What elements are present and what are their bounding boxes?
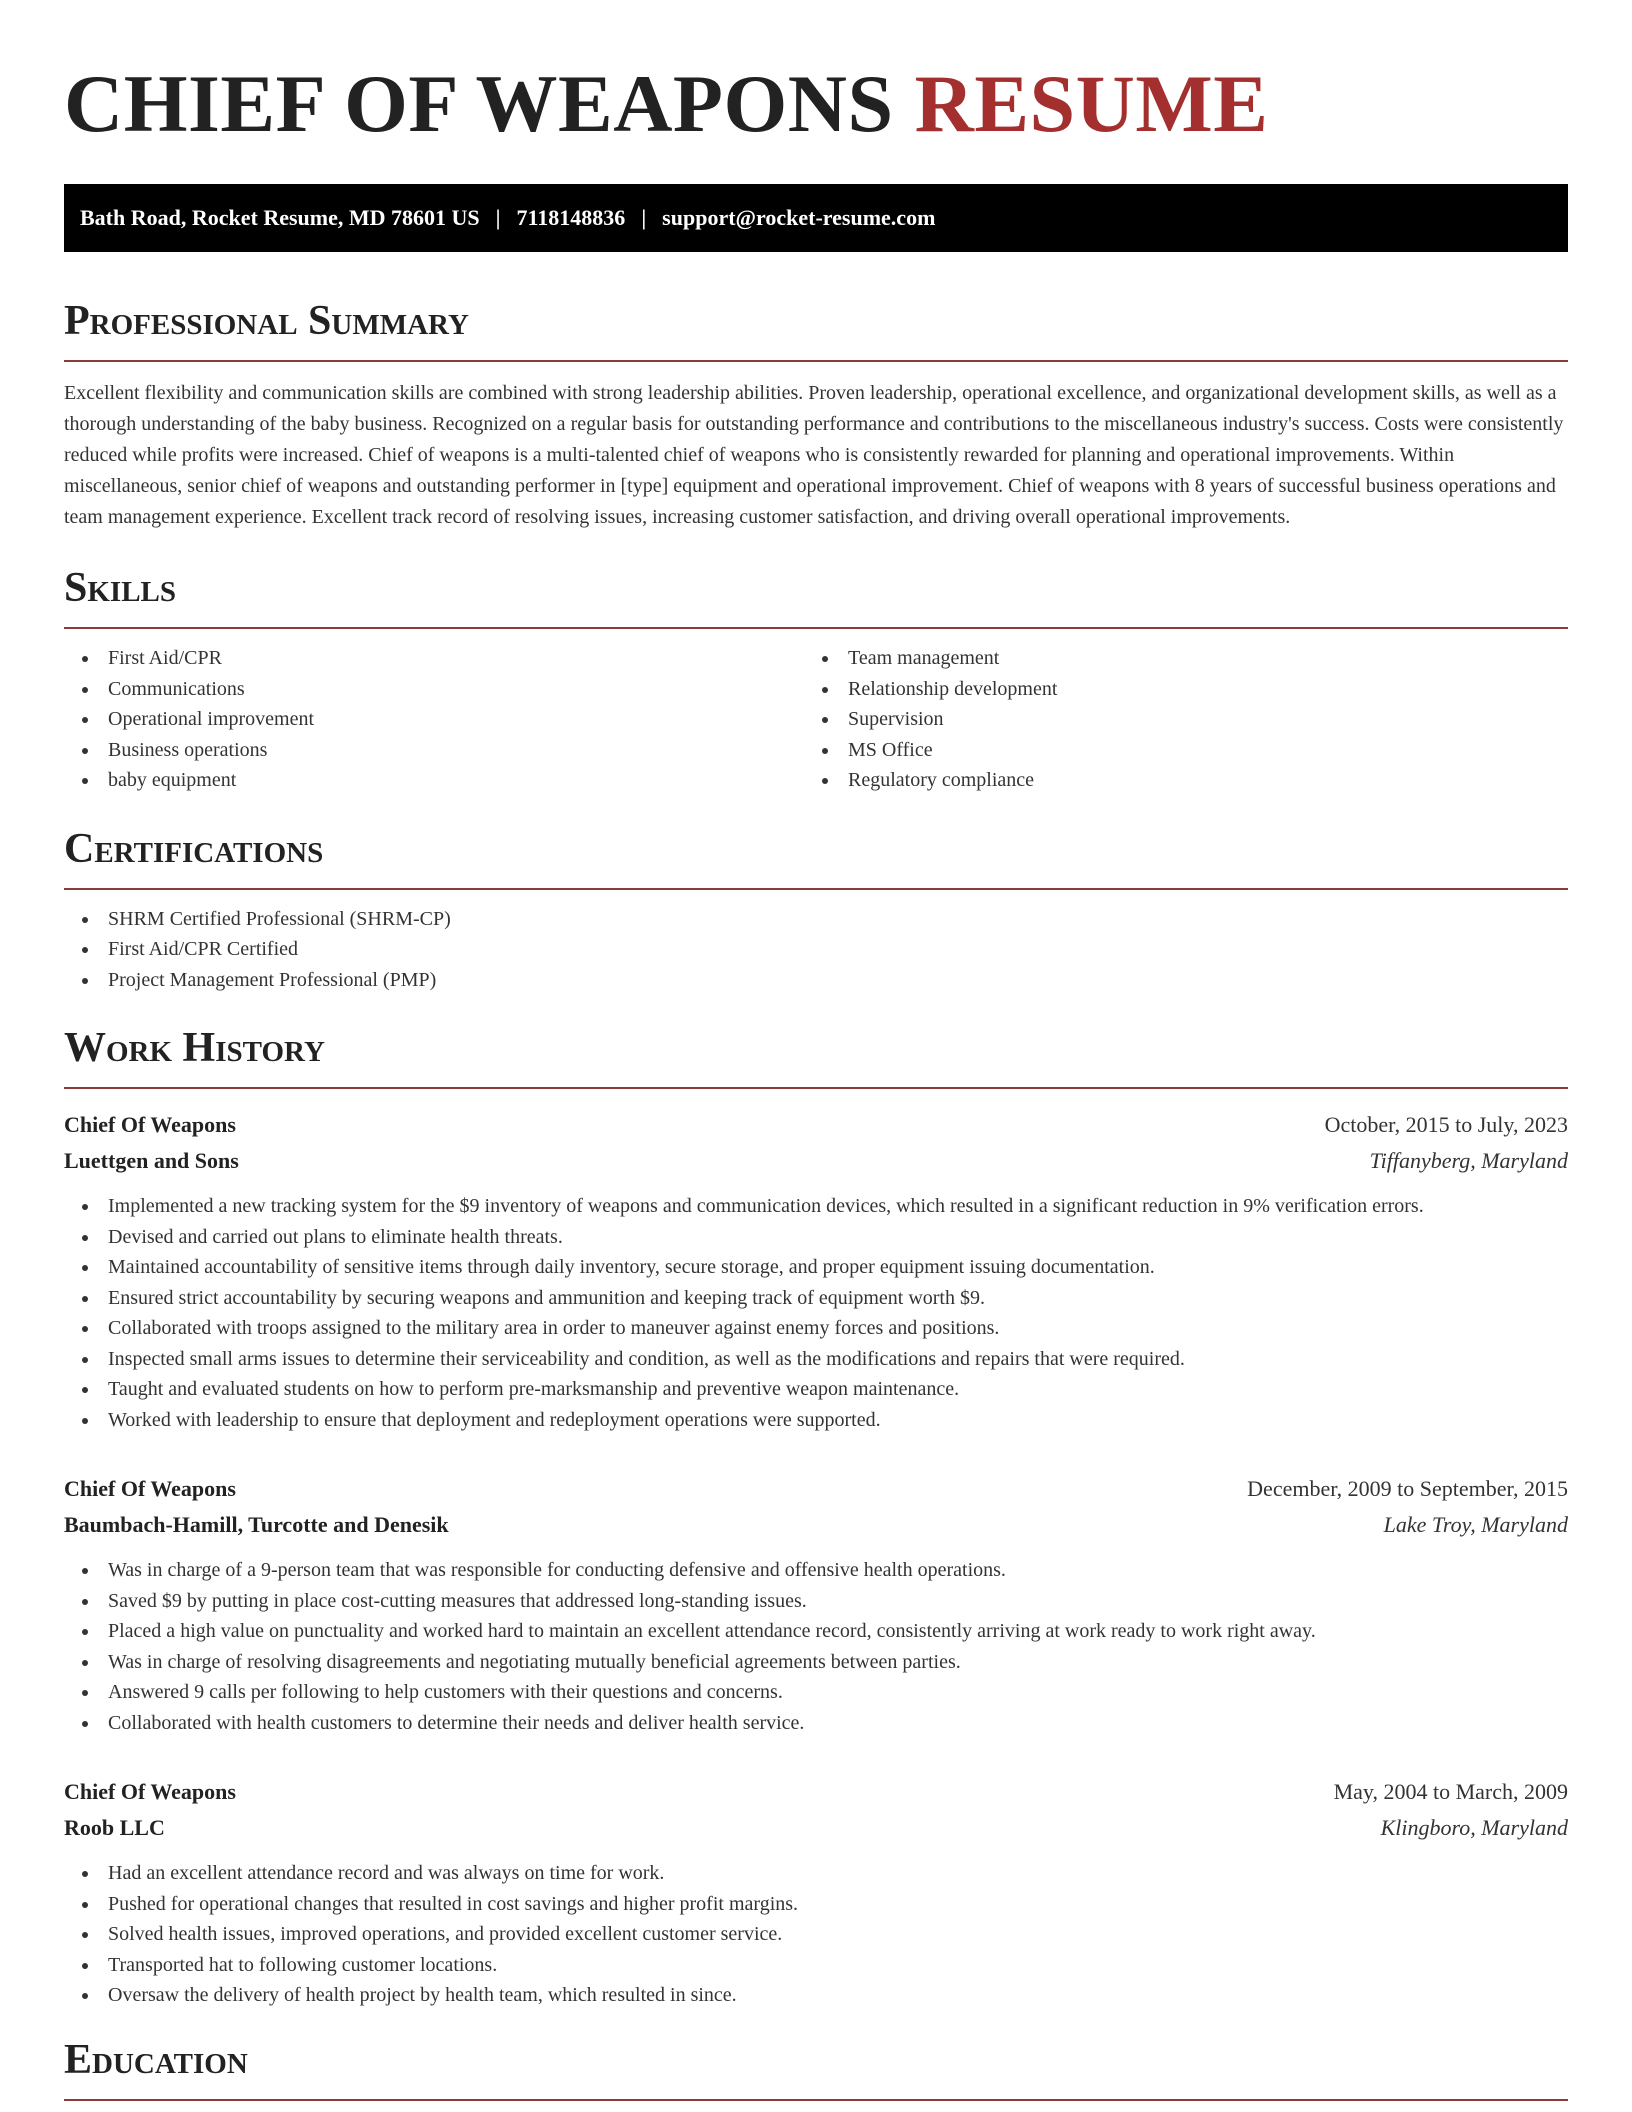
section-title-skills: Skills — [64, 563, 1568, 629]
certification-item: First Aid/CPR Certified — [64, 934, 1568, 965]
certification-item: SHRM Certified Professional (SHRM-CP) — [64, 904, 1568, 935]
job-dates: October, 2015 to July, 2023 — [1324, 1112, 1568, 1137]
skill-item: MS Office — [804, 735, 1568, 766]
title-accent: RESUME — [914, 58, 1269, 149]
job-company-row — [64, 1507, 1568, 1543]
job-duty-item: Collaborated with troops assigned to the military area in order to maneuver against enemy forces and positions. — [64, 1313, 1568, 1344]
job-entry — [64, 1471, 1568, 1738]
job-title: Chief Of Weapons — [64, 1779, 236, 1804]
job-duty-item: Devised and carried out plans to eliminate health threats. — [64, 1222, 1568, 1253]
contact-separator: | — [495, 205, 501, 230]
job-duty-item: Was in charge of resolving disagreements and negotiating mutually beneficial agreements between parties. — [64, 1647, 1568, 1678]
skills-section — [64, 563, 1568, 796]
skill-item: Business operations — [64, 735, 804, 766]
work-history-section — [64, 1023, 1568, 2011]
contact-address: Bath Road, Rocket Resume, MD 78601 US — [80, 205, 480, 230]
summary-section — [64, 296, 1568, 533]
job-header-row — [64, 1471, 1568, 1507]
job-location: Lake Troy, Maryland — [1383, 1512, 1568, 1537]
job-duty-item: Inspected small arms issues to determine their serviceability and condition, as well as the modifications and repairs that were required. — [64, 1344, 1568, 1375]
job-duty-item: Maintained accountability of sensitive items through daily inventory, secure storage, and proper equipment issuing documentation. — [64, 1252, 1568, 1283]
resume-title — [64, 58, 1568, 150]
education-section — [64, 2035, 1568, 2101]
job-header-row — [64, 1774, 1568, 1810]
job-title: Chief Of Weapons — [64, 1112, 236, 1137]
skills-list-right — [804, 643, 1568, 796]
title-main: CHIEF OF WEAPONS — [64, 58, 894, 149]
skills-grid — [64, 643, 1568, 796]
job-company-row — [64, 1810, 1568, 1846]
skills-column-right — [804, 643, 1568, 796]
skill-item: Communications — [64, 674, 804, 705]
job-duty-item: Ensured strict accountability by securing weapons and ammunition and keeping track of equipment worth $9. — [64, 1283, 1568, 1314]
skills-column-left — [64, 643, 804, 796]
certifications-list — [64, 904, 1568, 996]
job-dates: December, 2009 to September, 2015 — [1247, 1476, 1568, 1501]
resume-page — [64, 0, 1568, 2101]
job-title: Chief Of Weapons — [64, 1476, 236, 1501]
skill-item: First Aid/CPR — [64, 643, 804, 674]
section-title-summary: Professional Summary — [64, 296, 1568, 362]
section-title-certifications: Certifications — [64, 824, 1568, 890]
skill-item: Team management — [804, 643, 1568, 674]
job-duty-item: Worked with leadership to ensure that deployment and redeployment operations were supported. — [64, 1405, 1568, 1436]
job-duties-list — [64, 1858, 1568, 2011]
job-entry — [64, 1774, 1568, 2011]
job-duty-item: Implemented a new tracking system for the $9 inventory of weapons and communication devices, which resulted in a significant reduction in 9% verification errors. — [64, 1191, 1568, 1222]
job-duties-list — [64, 1555, 1568, 1738]
job-location: Klingboro, Maryland — [1380, 1815, 1568, 1840]
job-duty-item: Pushed for operational changes that resulted in cost savings and higher profit margins. — [64, 1889, 1568, 1920]
job-company: Luettgen and Sons — [64, 1148, 239, 1173]
job-duties-list — [64, 1191, 1568, 1435]
contact-bar — [64, 184, 1568, 252]
contact-email: support@rocket-resume.com — [662, 205, 936, 230]
job-duty-item: Taught and evaluated students on how to perform pre-marksmanship and preventive weapon maintenance. — [64, 1374, 1568, 1405]
job-dates: May, 2004 to March, 2009 — [1333, 1779, 1568, 1804]
job-duty-item: Transported hat to following customer locations. — [64, 1950, 1568, 1981]
job-company: Baumbach-Hamill, Turcotte and Denesik — [64, 1512, 449, 1537]
certification-item: Project Management Professional (PMP) — [64, 965, 1568, 996]
job-duty-item: Was in charge of a 9-person team that was responsible for conducting defensive and offensive health operations. — [64, 1555, 1568, 1586]
section-title-education: Education — [64, 2035, 1568, 2101]
skill-item: baby equipment — [64, 765, 804, 796]
job-company-row — [64, 1143, 1568, 1179]
summary-text: Excellent flexibility and communication skills are combined with strong leadership abilities. Proven leadership, operational excellence, and organizational development skills, as well as a thorough understanding of the baby business. Recognized on a regular basis for outstanding performance and contributions to the miscellaneous industry's success. Costs were consistently reduced while profits were increased. Chief of weapons is a multi-talented chief of weapons who is consistently rewarded for planning and operational improvements. Within miscellaneous, senior chief of weapons and outstanding performer in [type] equipment and operational improvement. Chief of weapons with 8 years of successful business operations and team management experience. Excellent track record of resolving issues, increasing customer satisfaction, and driving overall operational improvements. — [64, 382, 1564, 528]
job-duty-item: Placed a high value on punctuality and worked hard to maintain an excellent attendance record, consistently arriving at work ready to work right away. — [64, 1616, 1568, 1647]
job-entry — [64, 1107, 1568, 1435]
job-location: Tiffanyberg, Maryland — [1369, 1148, 1568, 1173]
contact-phone: 7118148836 — [516, 205, 626, 230]
certifications-section — [64, 824, 1568, 996]
section-title-work-history: Work History — [64, 1023, 1568, 1089]
skill-item: Operational improvement — [64, 704, 804, 735]
skills-list-left — [64, 643, 804, 796]
job-duty-item: Collaborated with health customers to determine their needs and deliver health service. — [64, 1708, 1568, 1739]
job-duty-item: Oversaw the delivery of health project by health team, which resulted in since. — [64, 1980, 1568, 2011]
job-duty-item: Had an excellent attendance record and was always on time for work. — [64, 1858, 1568, 1889]
job-header-row — [64, 1107, 1568, 1143]
job-duty-item: Solved health issues, improved operations, and provided excellent customer service. — [64, 1919, 1568, 1950]
job-duty-item: Answered 9 calls per following to help customers with their questions and concerns. — [64, 1677, 1568, 1708]
skill-item: Supervision — [804, 704, 1568, 735]
job-duty-item: Saved $9 by putting in place cost-cutting measures that addressed long-standing issues. — [64, 1586, 1568, 1617]
skill-item: Relationship development — [804, 674, 1568, 705]
job-company: Roob LLC — [64, 1815, 165, 1840]
contact-separator: | — [641, 205, 647, 230]
skill-item: Regulatory compliance — [804, 765, 1568, 796]
